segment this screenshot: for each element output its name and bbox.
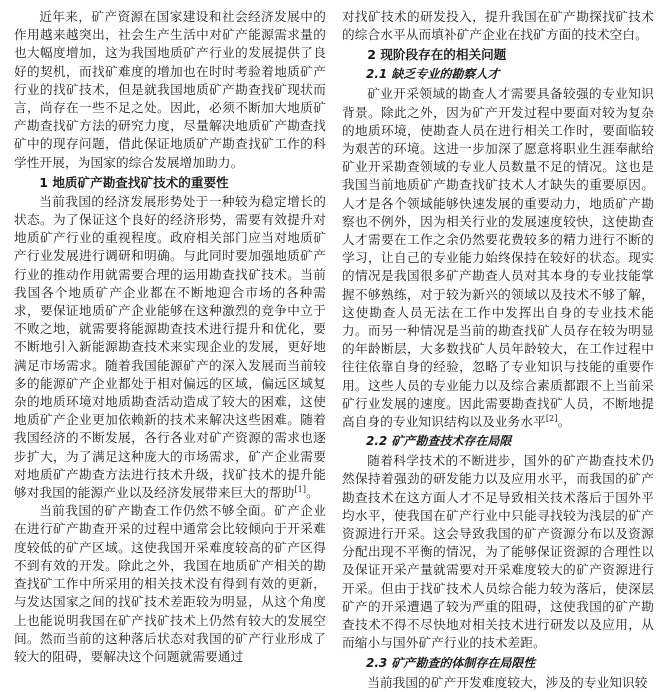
- subsection-2-2-heading: 2.2 矿产勘查技术存在局限: [366, 434, 512, 449]
- subsection-2-1-paragraph: [342, 85, 654, 431]
- paragraph-end: 。: [557, 414, 571, 430]
- continued-paragraph: 对找矿技术的研发投入，提升我国在矿产勘探找矿技术的综合水平从而填补矿产企业在找矿方面的技术空白。: [342, 9, 654, 43]
- paragraph-text: 当前我国的经济发展形势处于一种较为稳定增长的状态。为了保证这个良好的经济形势，需要有效提升对地质矿产行业的重视程度。政府相关部门应当对地质矿产行业发展进行调研和明确。与此同时要加强地质矿产行业的推动作用就需要合理的运用勘查找矿技术。当前我国各个地质矿产企业都在不断地迎合市场的各种需求，要保证地质矿产企业能够在这种激烈的竞争中立于不败之地，就需要将能源勘查技术进行提升和优化，要不断地引入新能源勘查技术来实现企业的发展，更好地满足市场需求。随着我国能源矿产的深入发展而当前较多的能源矿产企业都处于相对偏远的区域，偏远区域复杂的地质环境对地质勘查活动造成了较大的困难，这使地质矿产企业更加依赖新的技术来解决这些困难。随着我国经济的不断发展，各行各业对矿产资源的需求也逐步扩大，为了满足这种庞大的市场需求，矿产企业需要对地质矿产勘查方法进行技术升级，找矿技术的提升能够对我国的能源产业以及经济发展带来巨大的帮助: [14, 193, 326, 501]
- subsection-2-1-heading: 2.1 缺乏专业的勘察人才: [366, 67, 500, 82]
- subsection-2-2-paragraph: 随着科学技术的不断进步，国外的矿产勘查技术仍然保持着强劲的研发能力以及应用水平，而我国的矿产勘查技术在这方面人才不足导致相关技术落后于国外平均水平，使我国在矿产行业中只能寻找较为浅层的矿产资源进行开采。这会导致我国的矿产资源分布以及资源分配出现不平衡的情况，为了能够保证资源的合理性以及保证开采产量就需要对开采难度较大的矿产资源进行开采。但由于找矿技术人员综合能力较为落后，使深层矿产的开采遭遇了较为严重的阻碍，这使我国的矿产勘查技术不得不尽快地对相关技术进行研发以及应用，从而缩小与国外矿产行业的技术差距。: [342, 453, 654, 651]
- section-1-paragraph-1: [14, 193, 326, 502]
- right-column: [342, 8, 654, 690]
- section-2-heading: 2 现阶段存在的相关问题: [367, 47, 507, 63]
- citation-ref: [2]: [545, 413, 558, 423]
- section-1-heading: 1 地质矿产勘查找矿技术的重要性: [39, 174, 229, 190]
- paragraph-text: 矿业开采领域的勘查人才需要具备较强的专业知识背景。除此之外，因为矿产开发过程中要面对较为复杂的地质环境，使勘查人员在进行相关工作时，要面临较为艰苦的环境。这进一步加深了愿意将职业生涯奉献给矿业开采勘查领域的专业人员数量不足的情况。这也是我国当前地质矿产勘查找矿技术人才缺失的重要原因。人才是各个领域能够快速发展的重要动力，地质矿产勘察也不例外，因为相关行业的发展速度较快，这使勘查人才需要在工作之余仍然要花费较多的精力进行不断的学习，让自己的专业能力始终保持在较好的状态。现实的情况是我国很多矿产勘查人员对其本身的专业技能掌握不够熟练，对于较为新兴的领域以及技术不够了解，这使勘查人员无法在工作中发挥出自身的专业技术能力。而另一种情况是当前的勘查找矿人员存在较为明显的年龄断层，大多数找矿人员年龄较大，在工作过程中往往依靠自身的经验，忽略了专业知识与技能的重要作用。这些人员的专业能力以及综合素质都跟不上当前采矿行业发展的速度。因此需要勘查找矿人员，不断地提高自身的专业知识结构以及业务水平: [342, 86, 654, 430]
- subsection-2-3-heading: 2.3 矿产勘查的体制存在局限性: [366, 655, 536, 670]
- intro-paragraph: 近年来，矿产资源在国家建设和社会经济发展中的作用越来越突出，社会生产生活中对矿产能源需求量的也大幅度增加，这为我国地质矿产行业的发展提供了良好的契机，而找矿难度的增加也在时时考验着地质矿产行业的找矿技术，但是就我国地质矿产勘查找矿现状而言，尚存在一些不足之处。因此，必须不断加大地质矿产勘查找矿方法的研究力度，尽量解决地质矿产勘查找矿中的现存问题，借此保证地质矿产勘查找矿工作的科学性开展，为国家的综合发展增加助力。: [14, 9, 326, 170]
- paragraph-end: 。: [306, 485, 319, 501]
- subsection-2-3-paragraph: 当前我国的矿产开发难度较大，涉及的专业知识较: [367, 674, 648, 690]
- citation-ref: [1]: [294, 484, 307, 494]
- left-column: [14, 8, 326, 664]
- section-1-paragraph-2: 当前我国的矿产勘查工作仍然不够全面。矿产企业在进行矿产勘查开采的过程中通常会比较倾向于开采难度较低的矿产区域。这使我国开采难度较高的矿产区得不到有效的开发。除此之外，我国在地质矿产相关的勘查找矿工作中所采用的相关技术没有得到有效的更新，与发达国家之间的找矿技术差距较为明显，从这个角度上也能说明我国在矿产找矿技术上仍然有较大的发展空间。然而当前的这种落后状态对我国的矿产行业形成了较大的阻碍，要解决这个问题就需要通过: [14, 503, 326, 664]
